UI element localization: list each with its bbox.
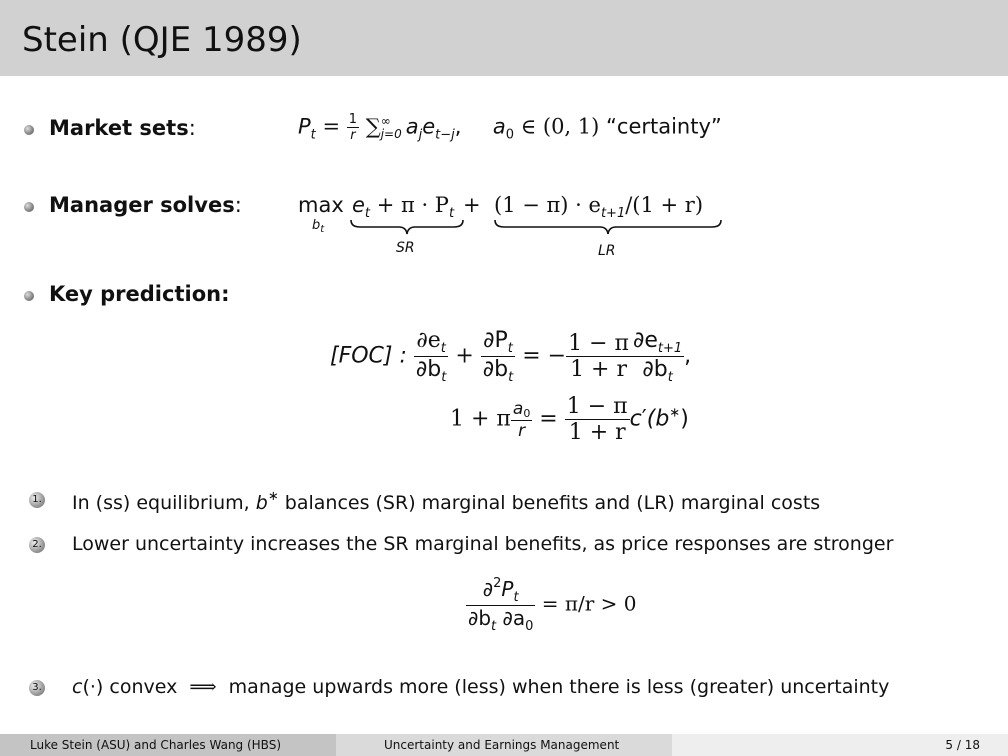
foc-d2-den: ∂b bbox=[482, 357, 509, 382]
footer-middle bbox=[336, 734, 672, 756]
second-prime: ′ bbox=[641, 406, 647, 432]
enum-2-icon: 2. bbox=[29, 537, 45, 553]
bullet-key-icon bbox=[24, 291, 34, 301]
market-in: ∈ (0, 1) bbox=[513, 114, 607, 139]
second-g-num: 1 − π bbox=[566, 394, 628, 419]
market-frac-num: 1 bbox=[348, 112, 358, 127]
enum-1-b: b bbox=[255, 492, 268, 514]
market-e-sub: t−j bbox=[435, 127, 455, 143]
manager-sr-rest: + π · P bbox=[370, 193, 449, 217]
foc-eq: = − bbox=[515, 343, 567, 369]
enum-3-implies: ⟹ bbox=[189, 676, 217, 698]
cross-num: ∂ bbox=[482, 577, 494, 601]
foc-f-num: 1 − π bbox=[568, 331, 629, 356]
market-sum-sub: j=0 bbox=[380, 126, 402, 141]
market-a0-sub: 0 bbox=[505, 127, 514, 143]
market-lhs: P bbox=[298, 114, 311, 139]
manager-max-sub-t: t bbox=[320, 224, 325, 235]
manager-lr-rest: /(1 + r) bbox=[625, 193, 704, 217]
foc-d3-num: ∂e bbox=[632, 328, 658, 353]
market-equation bbox=[298, 112, 722, 143]
bullet-market-icon bbox=[24, 125, 34, 135]
bullet-manager-label bbox=[49, 193, 242, 217]
foc-comma: , bbox=[684, 343, 692, 369]
cross-num-sub: t bbox=[513, 590, 519, 605]
second-g-den: 1 + r bbox=[568, 420, 626, 445]
second-equation bbox=[450, 394, 689, 445]
bullet-market-text: Market sets bbox=[49, 116, 189, 140]
foc-d1-num: ∂e bbox=[416, 328, 441, 353]
footer-authors: Luke Stein (ASU) and Charles Wang (HBS) bbox=[30, 738, 282, 752]
manager-lr-sub: t+1 bbox=[600, 206, 626, 221]
foc-plus: + bbox=[448, 343, 481, 369]
enum-3-icon: 3. bbox=[29, 680, 45, 696]
market-sum: ∑ bbox=[365, 114, 381, 139]
foc-d2-den-sub: t bbox=[508, 370, 514, 385]
market-a: a bbox=[405, 114, 419, 139]
second-frac-1 bbox=[511, 399, 532, 441]
market-certainty: “certainty” bbox=[606, 114, 722, 139]
market-eq: = bbox=[315, 114, 347, 139]
manager-max-text: max bbox=[298, 193, 344, 217]
cross-den: ∂b bbox=[468, 606, 492, 630]
foc-d1-den: ∂b bbox=[415, 357, 442, 382]
enum-1-star: ∗ bbox=[267, 489, 279, 504]
market-a0: a bbox=[492, 114, 506, 139]
cross-equation bbox=[466, 576, 637, 634]
enum-3-text bbox=[72, 676, 889, 698]
second-f-num: a bbox=[512, 398, 524, 419]
enum-1-pre: In (ss) equilibrium, bbox=[72, 492, 256, 514]
manager-max-sub-b: b bbox=[312, 218, 321, 233]
foc-d1-num-sub: t bbox=[440, 341, 446, 356]
market-frac-den: r bbox=[350, 128, 356, 143]
brace-lr bbox=[494, 219, 722, 235]
manager-sr-rest-sub: t bbox=[448, 206, 455, 221]
second-c: c bbox=[629, 406, 642, 432]
brace-sr bbox=[350, 219, 464, 235]
market-e: e bbox=[422, 114, 436, 139]
bullet-manager-text: Manager solves bbox=[49, 193, 235, 217]
brace-lr-label: LR bbox=[598, 243, 616, 259]
bullet-market-label bbox=[49, 116, 196, 140]
slide-title: Stein (QJE 1989) bbox=[22, 20, 302, 60]
foc-f-den: 1 + r bbox=[570, 357, 627, 382]
market-sum-limits bbox=[381, 115, 402, 141]
second-f-num-sub: 0 bbox=[523, 406, 531, 420]
foc-d2-num: ∂P bbox=[483, 328, 508, 353]
footer-page-number: 5 / 18 bbox=[945, 738, 980, 752]
foc-frac-4 bbox=[631, 328, 684, 385]
manager-sr-e: e bbox=[352, 193, 365, 217]
manager-max bbox=[298, 193, 344, 217]
cross-num-p: P bbox=[501, 577, 514, 601]
bullet-key-label: Key prediction: bbox=[49, 282, 230, 306]
manager-sr-expr bbox=[352, 193, 454, 221]
second-eq: = bbox=[532, 406, 565, 432]
second-f-den: r bbox=[518, 420, 526, 441]
manager-plus-text: + bbox=[463, 193, 481, 217]
enum-3-post: manage upwards more (less) when there is less (greater) uncertainty bbox=[222, 676, 890, 698]
enum-3-convex: convex bbox=[103, 676, 184, 698]
foc-d2-num-sub: t bbox=[507, 341, 513, 356]
enum-2-text: Lower uncertainty increases the SR marginal benefits, as price responses are stronger bbox=[72, 533, 894, 555]
cross-frac bbox=[466, 576, 535, 634]
second-arg: (b bbox=[646, 406, 670, 432]
foc-frac-2 bbox=[481, 328, 515, 385]
bullet-market-colon: : bbox=[188, 116, 196, 140]
enum-3-cdot: (·) bbox=[82, 676, 104, 698]
second-close: ) bbox=[680, 406, 689, 432]
manager-lr-main: (1 − π) · e bbox=[494, 193, 601, 217]
footer-talk-title: Uncertainty and Earnings Management bbox=[384, 738, 620, 752]
foc-frac-3 bbox=[566, 331, 631, 382]
foc-equation bbox=[330, 328, 691, 385]
cross-num-sup: 2 bbox=[493, 576, 502, 591]
market-lhs-sub: t bbox=[310, 127, 316, 143]
cross-den2: ∂a bbox=[496, 606, 526, 630]
footer-right bbox=[672, 734, 1008, 756]
manager-lr-expr bbox=[494, 193, 703, 221]
footer bbox=[0, 734, 1008, 756]
brace-sr-label: SR bbox=[396, 240, 415, 256]
second-lhs: 1 + π bbox=[450, 406, 511, 432]
bullet-manager-colon: : bbox=[234, 193, 242, 217]
cross-rhs: = π/r > 0 bbox=[535, 591, 637, 616]
enum-1-text bbox=[72, 489, 820, 514]
foc-label: [FOC] : bbox=[330, 343, 414, 369]
foc-d1-den-sub: t bbox=[441, 370, 447, 385]
enum-1-icon: 1. bbox=[29, 492, 45, 508]
title-bar bbox=[0, 0, 1008, 76]
bullet-manager-icon bbox=[24, 202, 34, 212]
market-frac bbox=[347, 112, 359, 143]
market-a-sub: j bbox=[418, 127, 423, 143]
enum-3-c: c bbox=[72, 676, 83, 698]
cross-den-sub: t bbox=[491, 619, 497, 634]
foc-d3-den: ∂b bbox=[642, 357, 668, 382]
second-frac-2 bbox=[565, 394, 630, 445]
foc-d3-num-sub: t+1 bbox=[657, 341, 683, 356]
foc-d3-den-sub: t bbox=[667, 370, 673, 385]
foc-frac-1 bbox=[414, 328, 448, 385]
manager-plus bbox=[463, 193, 481, 217]
manager-sr-e-sub: t bbox=[364, 206, 371, 221]
footer-left bbox=[0, 734, 336, 756]
manager-max-sub bbox=[312, 218, 324, 235]
second-star: ∗ bbox=[669, 405, 681, 421]
market-sum-sup: ∞ bbox=[380, 113, 391, 128]
market-comma: , bbox=[454, 114, 462, 139]
enum-1-post: balances (SR) marginal benefits and (LR) marginal costs bbox=[278, 492, 821, 514]
cross-den2-sub: 0 bbox=[525, 619, 534, 634]
